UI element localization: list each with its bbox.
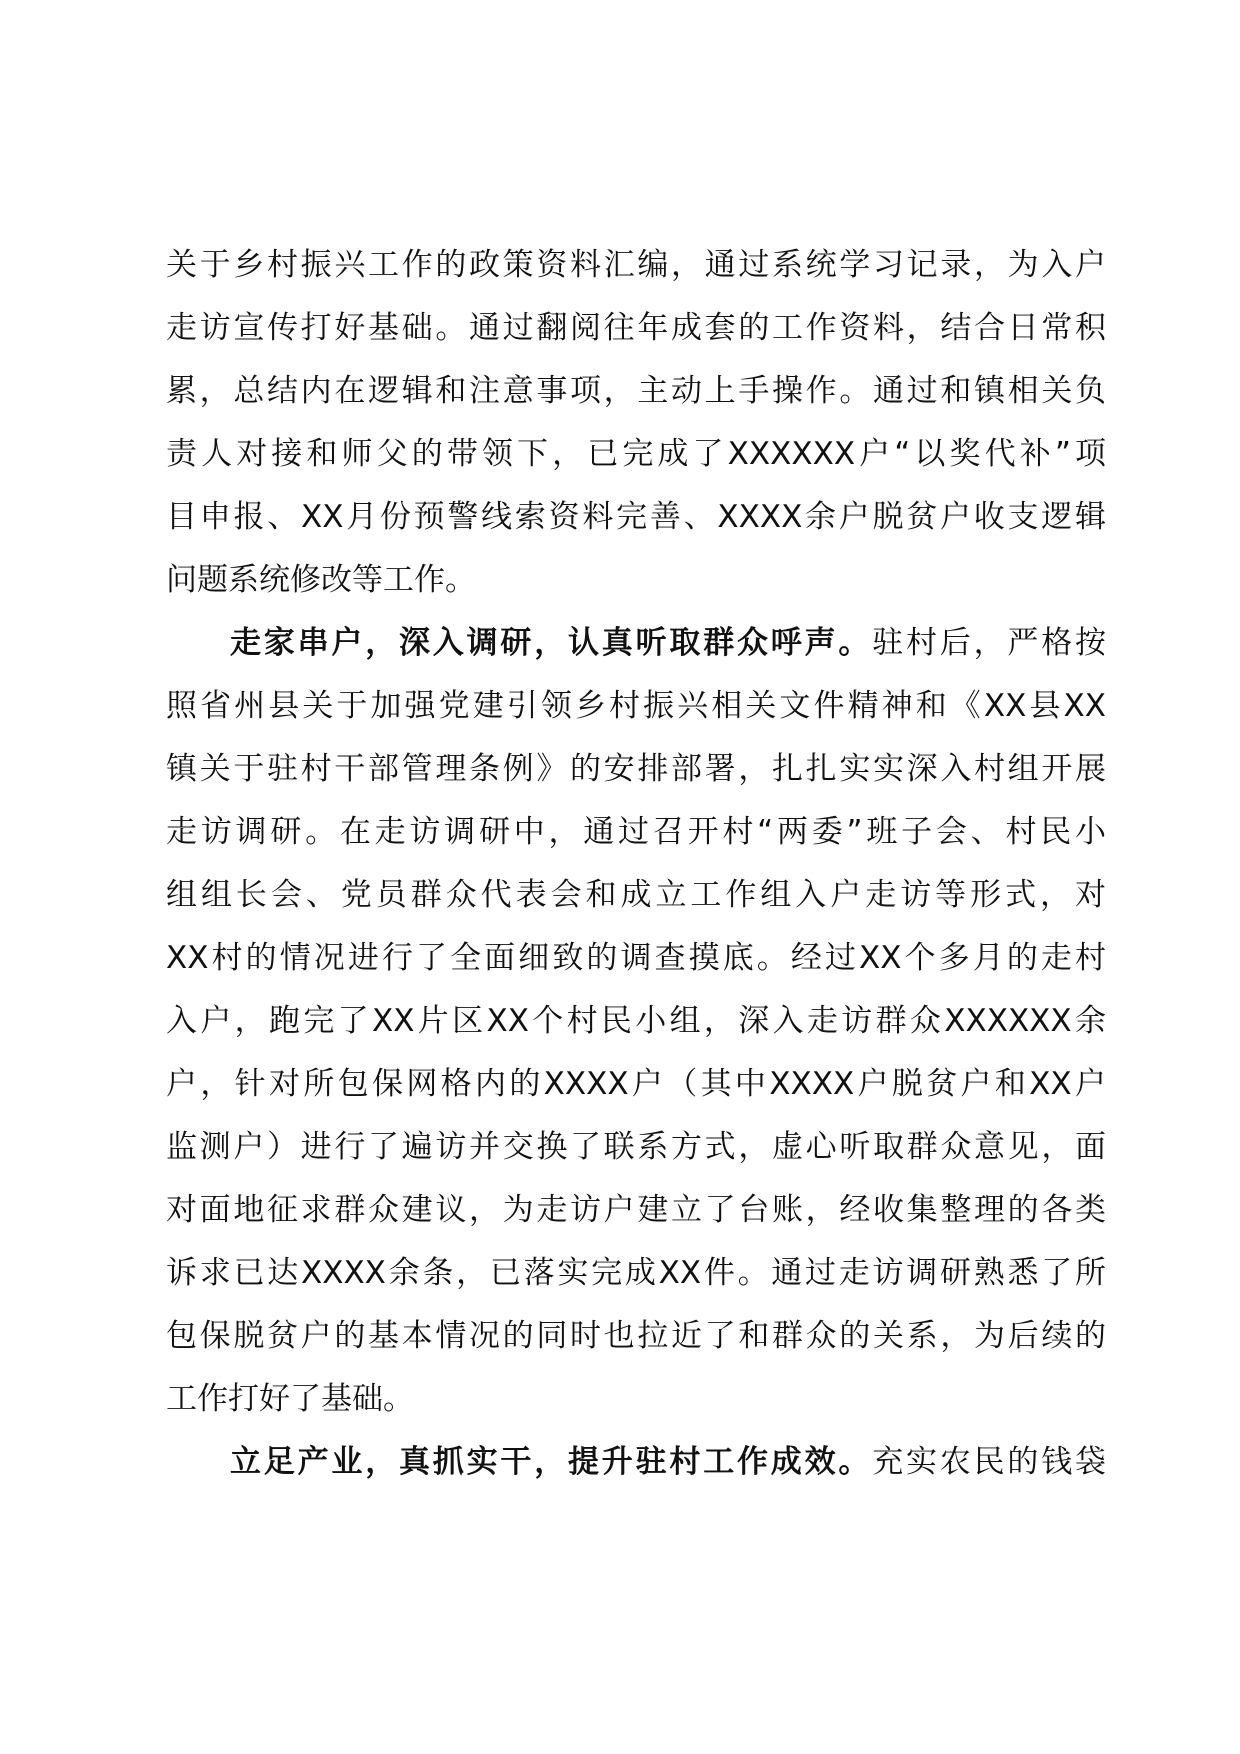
text-line: 包保脱贫户的基本情况的同时也拉近了和群众的关系，为后续的 <box>166 1318 1106 1354</box>
text-line: XX村的情况进行了全面细致的调查摸底。经过XX个多月的走村 <box>166 940 1106 976</box>
text-line: 关于乡村振兴工作的政策资料汇编，通过系统学习记录，为入户 <box>166 247 1106 283</box>
text-line: 镇关于驻村干部管理条例》的安排部署，扎扎实实深入村组开展 <box>166 751 1106 787</box>
text-line: 照省州县关于加强党建引领乡村振兴相关文件精神和《XX县XX <box>166 688 1106 724</box>
text-span: 驻村后，严格按 <box>872 625 1106 661</box>
text-line: 监测户）进行了遍访并交换了联系方式，虚心听取群众意见，面 <box>166 1129 1106 1165</box>
text-line: 工作打好了基础。 <box>166 1381 414 1417</box>
text-line: 诉求已达XXXX余条，已落实完成XX件。通过走访调研熟悉了所 <box>166 1255 1106 1291</box>
paragraph-first-line <box>166 1431 1106 1494</box>
document-body <box>166 234 1106 1494</box>
paragraph-2 <box>166 612 1106 1431</box>
text-line: 入户，跑完了XX片区XX个村民小组，深入走访群众XXXXXX余 <box>166 1003 1106 1039</box>
text-line: 问题系统修改等工作。 <box>166 562 476 598</box>
text-line: 户，针对所包保网格内的XXXX户（其中XXXX户脱贫户和XX户 <box>166 1066 1106 1102</box>
paragraph-first-line <box>166 612 1106 675</box>
text-line: 走访宣传打好基础。通过翻阅往年成套的工作资料，结合日常积 <box>166 310 1106 346</box>
text-line: 目申报、XX月份预警线索资料完善、XXXX余户脱贫户收支逻辑 <box>166 499 1106 535</box>
text-line: 责人对接和师父的带领下，已完成了XXXXXX户“以奖代补”项 <box>166 436 1106 472</box>
text-line: 走访调研。在走访调研中，通过召开村“两委”班子会、村民小 <box>166 814 1106 850</box>
text-line: 累，总结内在逻辑和注意事项，主动上手操作。通过和镇相关负 <box>166 373 1106 409</box>
paragraph-3 <box>166 1431 1106 1494</box>
text-line: 对面地征求群众建议，为走访户建立了台账，经收集整理的各类 <box>166 1192 1106 1228</box>
text-span: 充实农民的钱袋 <box>872 1444 1106 1480</box>
paragraph-heading: 走家串户，深入调研，认真听取群众呼声。 <box>230 625 873 661</box>
text-line: 组组长会、党员群众代表会和成立工作组入户走访等形式，对 <box>166 877 1106 913</box>
paragraph-heading: 立足产业，真抓实干，提升驻村工作成效。 <box>230 1444 873 1480</box>
paragraph-1 <box>166 234 1106 612</box>
